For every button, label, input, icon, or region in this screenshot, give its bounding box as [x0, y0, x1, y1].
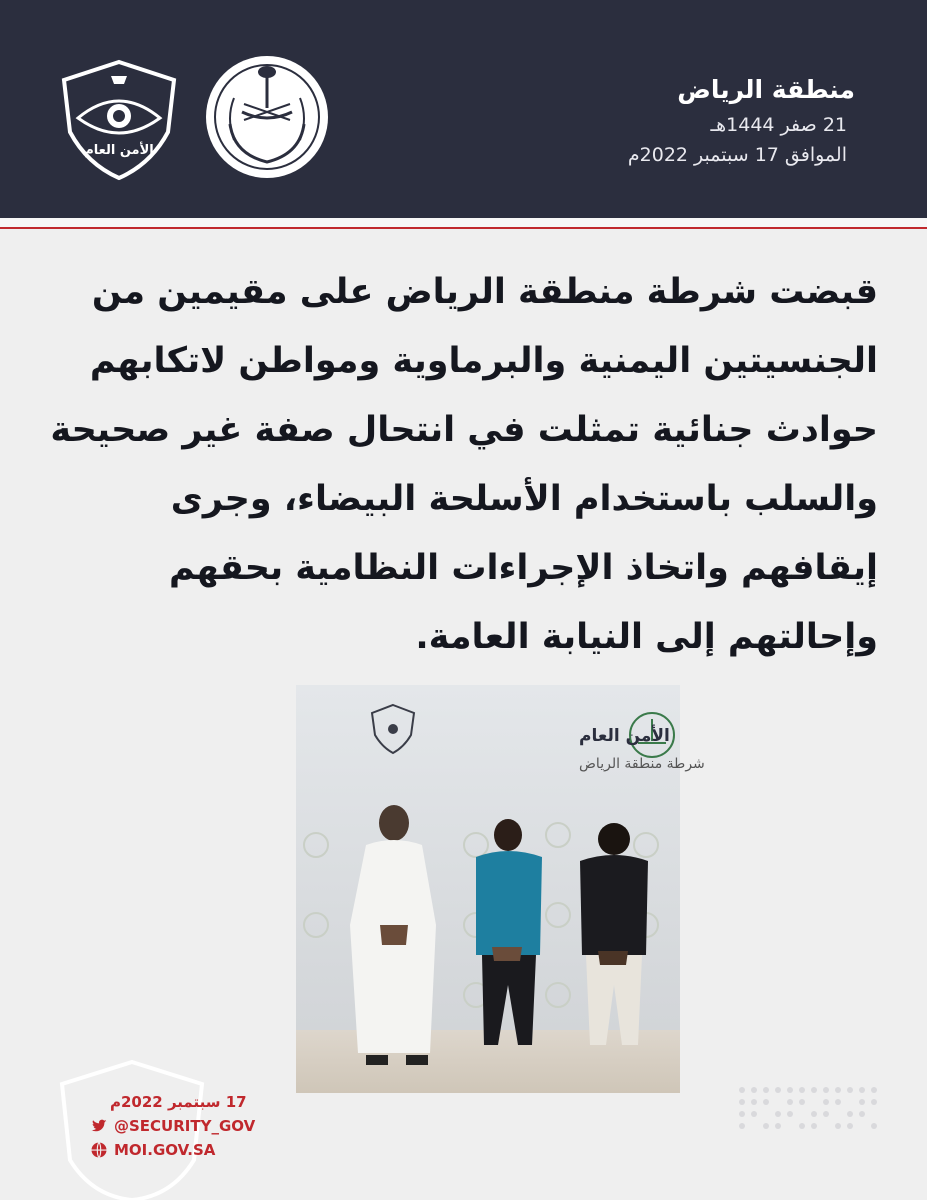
decorative-dots-icon: [732, 1080, 882, 1140]
gregorian-date: الموافق 17 سبتمبر 2022م: [627, 144, 847, 166]
moi-emblem-icon: [204, 54, 330, 180]
header-banner: [0, 0, 927, 218]
wall-subtitle: شرطة منطقة الرياض: [579, 756, 705, 772]
news-line: إيقافهم واتخاذ الإجراءات النظامية بحقهم: [169, 548, 878, 588]
hijri-date: 21 صفر 1444هـ: [710, 114, 847, 136]
footer-twitter-row[interactable]: [90, 1114, 255, 1138]
footer-date: 17 سبتمبر 2022م: [110, 1093, 247, 1111]
twitter-handle[interactable]: @SECURITY_GOV: [114, 1117, 256, 1135]
news-line: الجنسيتين اليمنية والبرماوية ومواطن لاتكابهم: [89, 341, 878, 381]
red-accent-line: [0, 227, 927, 229]
region-title: منطقة الرياض: [677, 75, 855, 104]
footer-website-row[interactable]: [90, 1138, 255, 1162]
header-divider: [0, 218, 927, 227]
wall-title: الأمن العام: [579, 726, 670, 746]
logo-ps-label: الأمن العام: [84, 143, 154, 158]
arrest-photo: [296, 685, 705, 1093]
news-text: [40, 258, 878, 672]
footer-date-row: [90, 1090, 255, 1114]
twitter-bird-icon: [90, 1117, 108, 1135]
public-security-logo-icon: [56, 56, 182, 182]
globe-icon: [90, 1141, 108, 1159]
news-line: حوادث جنائية تمثلت في انتحال صفة غير صحيحة: [50, 410, 878, 450]
news-line: والسلب باستخدام الأسلحة البيضاء، وجرى: [170, 479, 878, 519]
website-url[interactable]: MOI.GOV.SA: [114, 1141, 216, 1159]
news-line: قبضت شرطة منطقة الرياض على مقيمين من: [91, 272, 878, 312]
news-line: وإحالتهم إلى النيابة العامة.: [415, 617, 878, 657]
footer-contact: [90, 1090, 255, 1162]
